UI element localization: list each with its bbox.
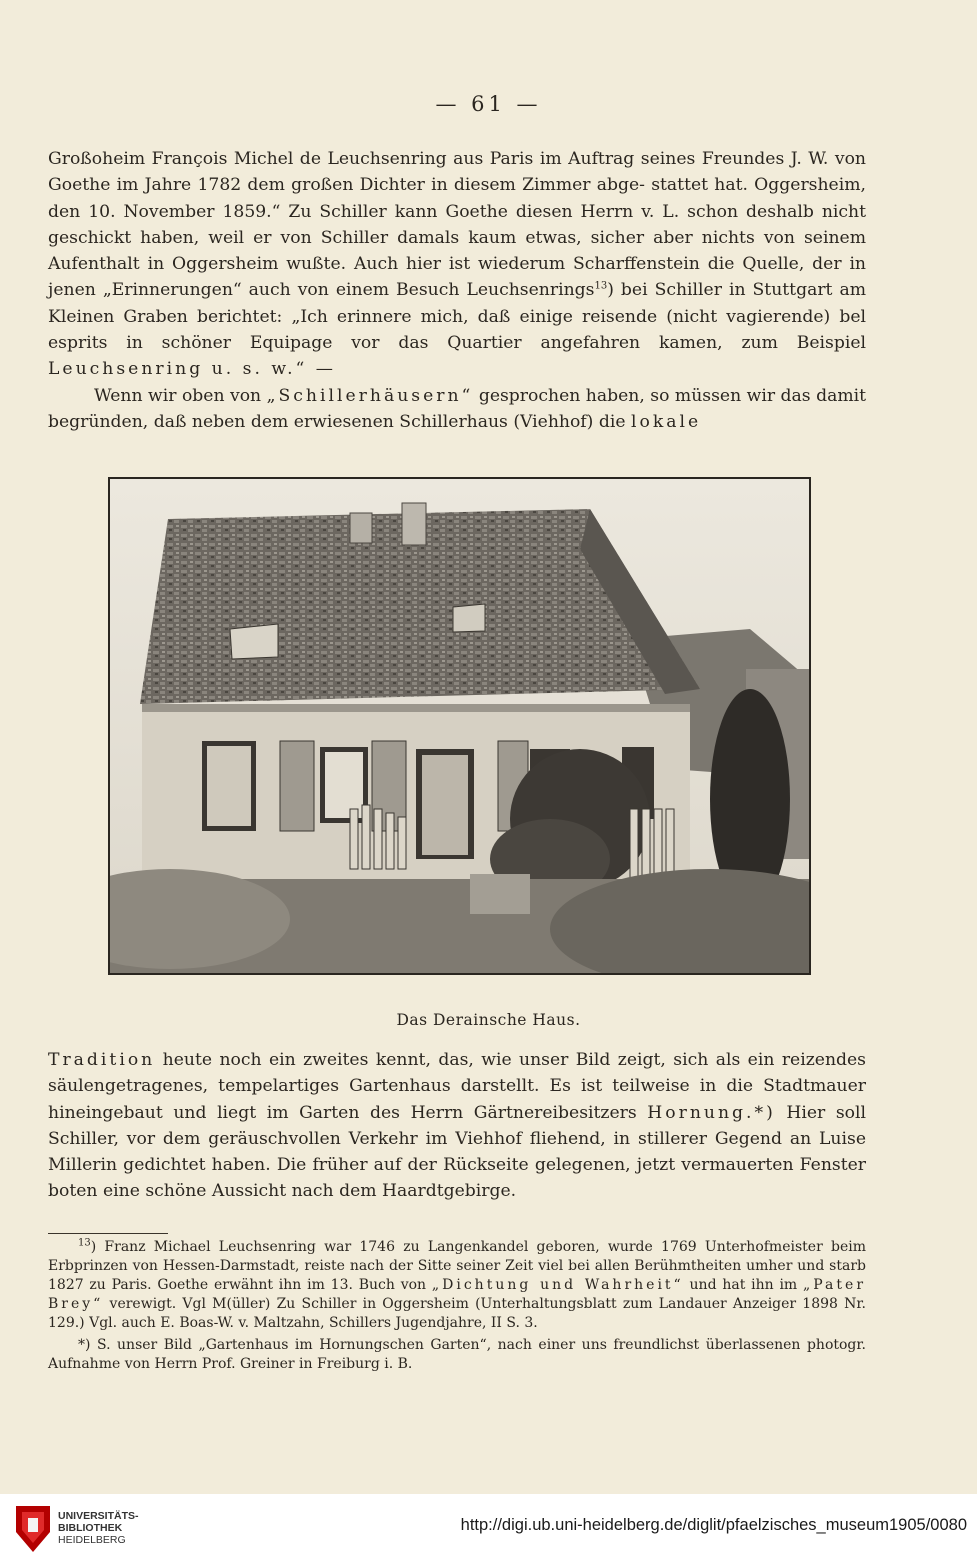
library-name-line: BIBLIOTHEK — [58, 1522, 123, 1534]
text-line: ) bei Schiller in Stuttgart am Kleinen Graben berichtet: — [48, 280, 866, 327]
footnote-text-spaced: „Pater Brey“ — [48, 1277, 867, 1312]
text-line: gesprochen haben, so müssen wir — [478, 385, 776, 406]
paragraph-3 — [48, 1047, 866, 1205]
library-name-line: UNIVERSITÄTS- — [58, 1510, 139, 1522]
text-line: dem Haardtgebirge. — [339, 1181, 517, 1202]
photo-caption: Das Derainsche Haus. — [396, 1011, 581, 1029]
text-line: Stadtmauer hineingebaut und liegt im Garten des Herrn Gärtnereibesitzers — [48, 1076, 866, 1123]
footnote-star: *) S. unser Bild „Gartenhaus im Hornungschen Garten“, nach einer uns freundlichst überlassenen photogr. Aufnahme von Herrn Prof. Greiner in Freiburg i. B. — [48, 1337, 866, 1372]
text-line: stattet hat. Oggersheim, den 10. November 1859.“ Zu Schiller kann Goethe — [48, 175, 866, 222]
text-line: Großoheim François Michel de Leuchsenring aus Paris im Auftrag seines Freundes — [48, 149, 785, 169]
university-library-logo-icon — [12, 1502, 54, 1556]
page-number: — 61 — — [435, 92, 542, 116]
text-line-spaced: „Schillerhäusern“ — [266, 385, 474, 406]
footnote-ref: 13 — [594, 280, 608, 292]
text-line-spaced: lokale — [630, 411, 702, 432]
footnote-13 — [48, 1238, 866, 1333]
text-line: „Ich erinnere mich, daß einige reisende (nicht vagierende) bel esprits in schöner — [48, 306, 866, 354]
footnote-rule — [48, 1233, 168, 1234]
footnote-mark: 13 — [78, 1237, 91, 1249]
house-photograph — [108, 477, 811, 975]
text-line-spaced: Leuchsenring u. s. w.“ — — [48, 359, 336, 380]
text-line: hier ist wiederum Scharffenstein die Quelle, der in jenen „Erinnerungen“ auch von — [48, 254, 867, 301]
text-line: diesen Herrn v. L. schon deshalb nicht geschickt haben, weil er von Schiller damals — [48, 201, 866, 248]
house-illustration — [110, 479, 809, 973]
text-line: Equipage vor das Quartier angefahren kamen, zum Beispiel — [249, 333, 866, 354]
text-line: Wenn wir oben von — [94, 385, 262, 406]
text-line: J. W. von Goethe im Jahre 1782 dem großen Dichter in diesem Zimmer abge- — [48, 149, 866, 196]
text-line: Rückseite gelegenen, jetzt vermauerten Fenster boten eine schöne Aussicht nach — [48, 1155, 866, 1202]
footnote-text-spaced: „Dichtung und Wahrheit“ — [431, 1277, 684, 1293]
text-line: kaum etwas, sicher aber nichts von seinem Aufenthalt in Oggersheim wußte. Auch — [48, 227, 867, 275]
library-name-line: HEIDELBERG — [58, 1534, 126, 1546]
paragraph-1 — [48, 146, 866, 435]
text-line: reizendes säulengetragenes, tempelartiges Gartenhaus darstellt. Es ist teilweise in die — [48, 1050, 867, 1097]
library-name — [58, 1510, 139, 1546]
footnote-text: und hat ihn im — [689, 1277, 798, 1293]
text-line: fliehend, in stillerer Gegend an Luise Millerin gedichtet haben. Die früher auf der — [48, 1128, 866, 1176]
footnote-text: verewigt. Vgl M(üller) Zu Schiller in Oggersheim (Unterhaltungsblatt zum Landauer Anzeiger 1898 Nr. 129.) Vgl. auch E. Boas-W. v. Maltzahn, Schillers Jugendjahre, II S. 3. — [48, 1296, 866, 1331]
text-line: heute noch ein zweites kennt, das, wie unser Bild zeigt, sich als ein — [162, 1050, 775, 1070]
source-url-link[interactable]: http://digi.ub.uni-heidelberg.de/diglit/pfaelzisches_museum1905/0080 — [460, 1516, 967, 1534]
footnote-text: ) Franz Michael Leuchsenring war 1746 zu Langenkandel geboren, wurde 1769 Unterhofmeister beim Erbprinzen von Hessen-Darmstadt, reiste nach der Sitte seiner Zeit viel bei allen Berühmtheiten umher und starb 1827 zu Paris. Goethe erwähnt ihn im 13. Buch von — [48, 1239, 866, 1293]
text-line-spaced: Hornung.*) — [647, 1102, 776, 1123]
text-line-spaced: Tradition — [48, 1050, 156, 1070]
footnotes — [48, 1238, 866, 1374]
text-line: Hier soll Schiller, vor dem geräuschvollen Verkehr im Viehhof — [48, 1102, 867, 1149]
text-line: einem Besuch Leuchsenrings — [335, 280, 595, 301]
text-line: das damit begründen, daß neben dem erwiesenen Schillerhaus (Viehhof) die — [48, 385, 867, 432]
